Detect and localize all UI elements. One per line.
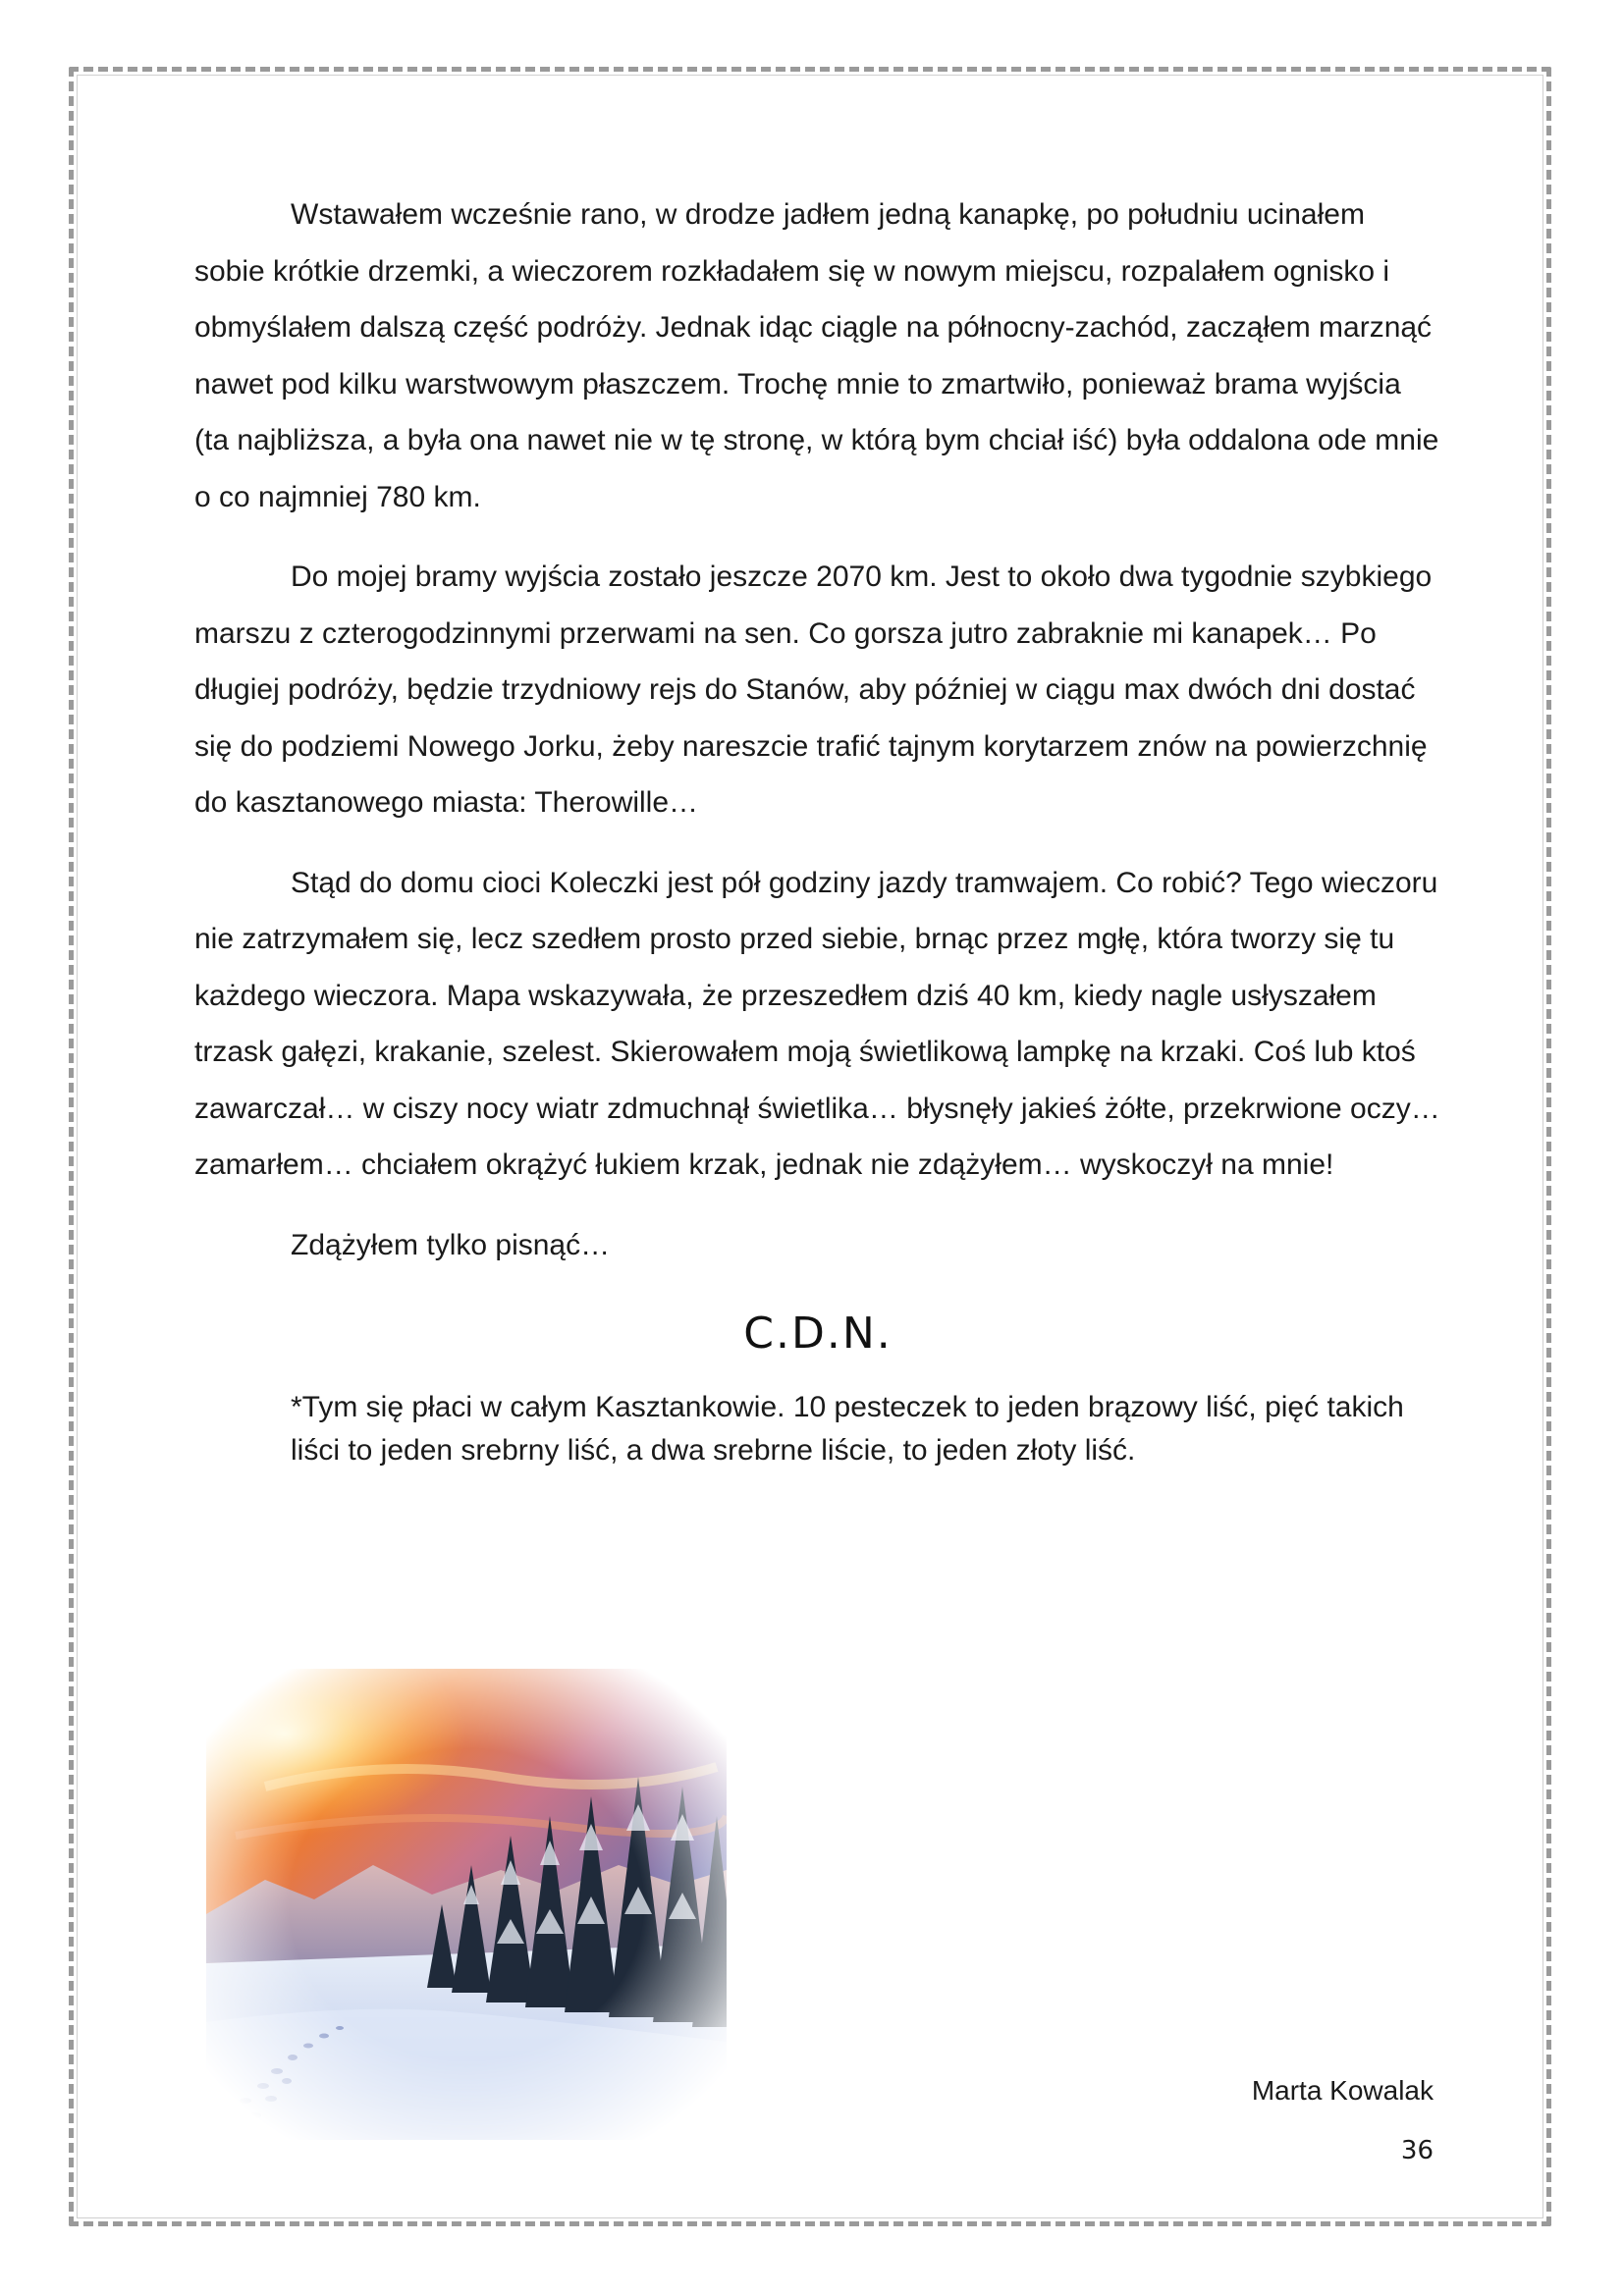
page-number: 36 <box>1400 2136 1434 2165</box>
winter-landscape-image <box>206 1669 727 2140</box>
author-name: Marta Kowalak <box>1251 2075 1434 2106</box>
paragraph-3: Stąd do domu cioci Koleczki jest pół godziny jazdy tramwajem. Co robić? Tego wieczoru nie zatrzymałem się, lecz szedłem prosto przed siebie, brnąc przez mgłę, która tworzy się tu każdego wieczora. Mapa wskazywała, że przeszedłem dziś 40 km, kiedy nagle usłyszałem trzask gałęzi, krakanie, szelest. Skierowałem moją świetlikową lampkę na krzaki. Coś lub ktoś zawarczał… w ciszy nocy wiatr zdmuchnął świetlika… błysnęły jakieś żółte, przekrwione oczy… zamarłem… chciałem okrążyć łukiem krzak, jednak nie zdążyłem… wyskoczył na mnie! <box>194 866 1440 1181</box>
paragraph-1: Wstawałem wcześnie rano, w drodze jadłem jedną kanapkę, po południu ucinałem sobie krótkie drzemki, a wieczorem rozkładałem się w nowym miejscu, rozpalałem ognisko i obmyślałem dalszą część podróży. Jednak idąc ciągle na północny-zachód, zacząłem marznąć nawet pod kilku warstwowym płaszczem. Trochę mnie to zmartwiło, ponieważ brama wyjścia (ta najbliższa, a była ona nawet nie w tę stronę, w którą bym chciał iść) była oddalona ode mnie o co najmniej 780 km. <box>194 198 1439 513</box>
text-content <box>194 187 1441 1472</box>
footnote: *Tym się płaci w całym Kasztankowie. 10 pesteczek to jeden brązowy liść, pięć takich liści to jeden srebrny liść, a dwa srebrne liście, to jeden złoty liść. <box>291 1391 1404 1467</box>
paragraph-4: Zdążyłem tylko pisnąć… <box>291 1228 611 1261</box>
paragraph-2: Do mojej bramy wyjścia zostało jeszcze 2070 km. Jest to około dwa tygodnie szybkiego marszu z czterogodzinnymi przerwami na sen. Co gorsza jutro zabraknie mi kanapek… Po długiej podróży, będzie trzydniowy rejs do Stanów, aby później w ciągu max dwóch dni dostać się do podziemi Nowego Jorku, żeby nareszcie trafić tajnym korytarzem znów na powierzchnię do kasztanowego miasta: Therowille… <box>194 561 1433 819</box>
to-be-continued-heading: C.D.N. <box>743 1308 893 1359</box>
